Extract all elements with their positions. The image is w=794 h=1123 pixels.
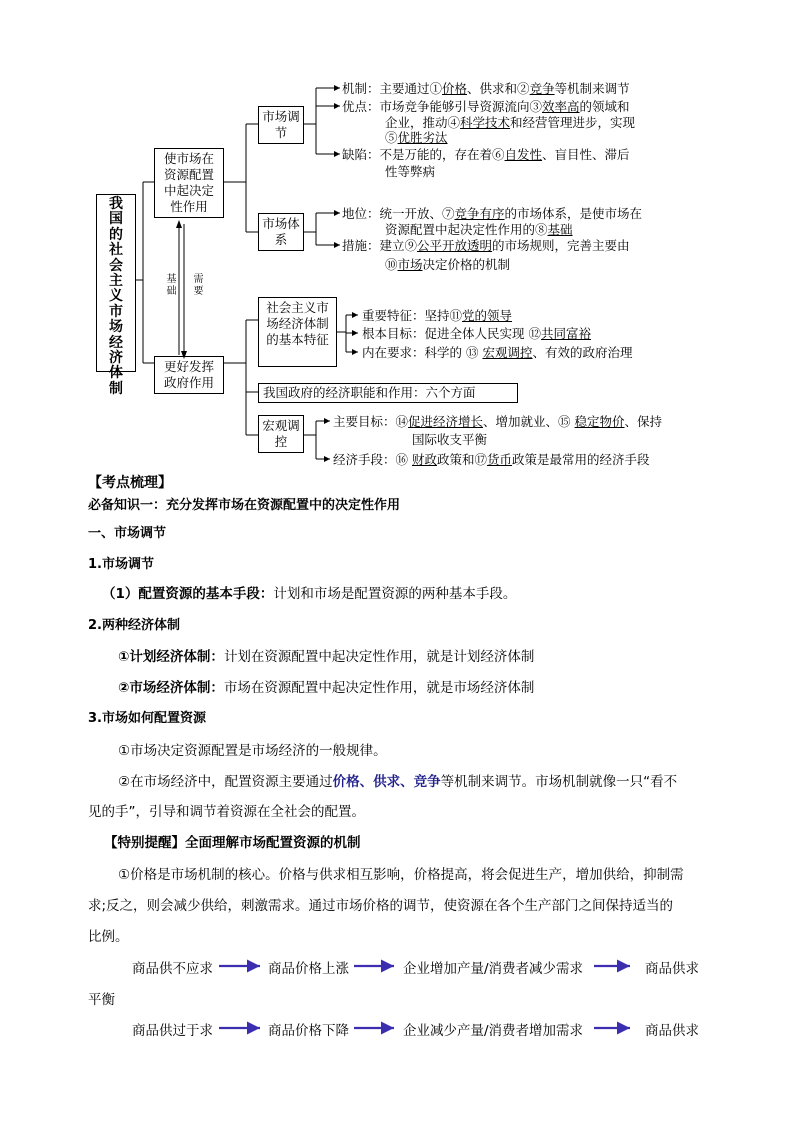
macro-means-line: 经济手段：⑯ 财政政策和⑰货币政策是最常用的经济手段 <box>333 452 650 467</box>
para-price-1: ①价格是市场机制的核心。价格与供求相互影响，价格提高，将会促进生产，增加供给，抑制需 <box>118 867 684 883</box>
macro-goal-line-2: 国际收支平衡 <box>412 432 488 447</box>
para-price-2: 求;反之，则会减少供给，刺激需求。通过市场价格的调节，使资源在各个生产部门之间保持适当的 <box>88 898 674 914</box>
heading-1: 1.市场调节 <box>88 557 154 572</box>
flow2-step-3: 企业减少产量/消费者增加需求 <box>403 1023 584 1039</box>
para-price-3: 比例。 <box>88 929 129 945</box>
flow2-step-2: 商品价格下降 <box>268 1023 349 1039</box>
relation-need-label: 需要 <box>193 274 204 297</box>
feature-important: 重要特征：坚持⑪党的领导 <box>362 308 513 323</box>
macro-control-label: 宏观调控 <box>262 418 300 449</box>
feature-requirement: 内在要求：科学的 ⑬ 宏观调控、有效的政府治理 <box>362 345 633 360</box>
market-regulation-label: 市场调节 <box>262 109 300 140</box>
advantages-line-1: 优点：市场竞争能够引导资源流向③效率高的领域和 <box>342 99 630 114</box>
flow2-step-4: 商品供求 <box>645 1023 699 1039</box>
advantages-line-3: ⑤优胜劣汰 <box>385 130 448 145</box>
market-regulation-box <box>258 106 304 144</box>
heading-market-regulation: 一、市场调节 <box>88 526 167 541</box>
root-box <box>96 194 136 397</box>
para-planned-economy: ①计划经济体制：计划在资源配置中起决定性作用，就是计划经济体制 <box>118 649 535 665</box>
measures-line-2: ⑩市场决定价格的机制 <box>385 257 511 272</box>
flow1-step-3: 企业增加产量/消费者减少需求 <box>403 961 584 977</box>
root-label: 我国的社会主义市场经济体制 <box>109 196 123 397</box>
government-functions-box <box>258 383 518 403</box>
para-market-economy: ②市场经济体制：市场在资源配置中起决定性作用，就是市场经济体制 <box>118 680 535 696</box>
flow1-step-1: 商品供不应求 <box>132 961 213 977</box>
defects-line-2: 性等弊病 <box>385 164 436 179</box>
market-system-box <box>258 213 304 251</box>
flow1-wrap: 平衡 <box>88 992 115 1008</box>
flow2-step-1: 商品供过于求 <box>132 1023 213 1039</box>
feature-goal: 根本目标：促进全体人民实现 ⑫共同富裕 <box>362 326 591 341</box>
decisive-role-label: 使市场在资源配置中起决定性作用 <box>163 151 214 214</box>
defects-line-1: 缺陷：不是万能的，存在着⑥自发性、盲目性、滞后 <box>342 147 630 162</box>
socialist-features-box <box>258 297 337 367</box>
para-mechanism-1: ②在市场经济中，配置资源主要通过价格、供求、竞争等机制来调节。市场机制就像一只“看不 <box>118 774 678 790</box>
para-general-law: ①市场决定资源配置是市场经济的一般规律。 <box>118 743 387 759</box>
socialist-features-label: 社会主义市场经济体制的基本特征 <box>266 300 329 347</box>
government-role-box <box>154 356 224 394</box>
decisive-role-box <box>154 148 224 218</box>
government-role-label: 更好发挥政府作用 <box>163 359 214 390</box>
flow1-step-4: 商品供求 <box>645 961 699 977</box>
heading-2: 2.两种经济体制 <box>88 618 180 633</box>
para-mechanism-2: 见的手”，引导和调节着资源在全社会的配置。 <box>88 804 365 820</box>
market-system-label: 市场体系 <box>262 216 300 247</box>
flow1-step-2: 商品价格上涨 <box>268 961 349 977</box>
para-basic-means: （1）配置资源的基本手段：计划和市场是配置资源的两种基本手段。 <box>102 586 517 602</box>
knowledge-heading: 必备知识一：充分发挥市场在资源配置中的决定性作用 <box>88 498 401 513</box>
status-line-2: 资源配置中起决定性作用的⑧基础 <box>385 222 573 237</box>
macro-control-box <box>258 415 304 453</box>
section-title: 【考点梳理】 <box>88 475 172 491</box>
measures-line-1: 措施：建立⑨公平开放透明的市场规则，完善主要由 <box>342 238 630 253</box>
macro-goal-line-1: 主要目标：⑭促进经济增长、增加就业、⑮ 稳定物价、保持 <box>333 414 663 429</box>
mechanism-line: 机制：主要通过①价格、供求和②竞争等机制来调节 <box>342 81 630 96</box>
status-line-1: 地位：统一开放、⑦竞争有序的市场体系，是使市场在 <box>342 206 643 221</box>
government-functions-label: 我国政府的经济职能和作用：六个方面 <box>263 385 476 400</box>
advantages-line-2: 企业，推动④科学技术和经营管理进步，实现 <box>385 115 636 130</box>
tip-heading: 【特别提醒】全面理解市场配置资源的机制 <box>104 835 361 851</box>
heading-3: 3.市场如何配置资源 <box>88 711 206 726</box>
relation-basis-label: 基础 <box>166 274 177 297</box>
